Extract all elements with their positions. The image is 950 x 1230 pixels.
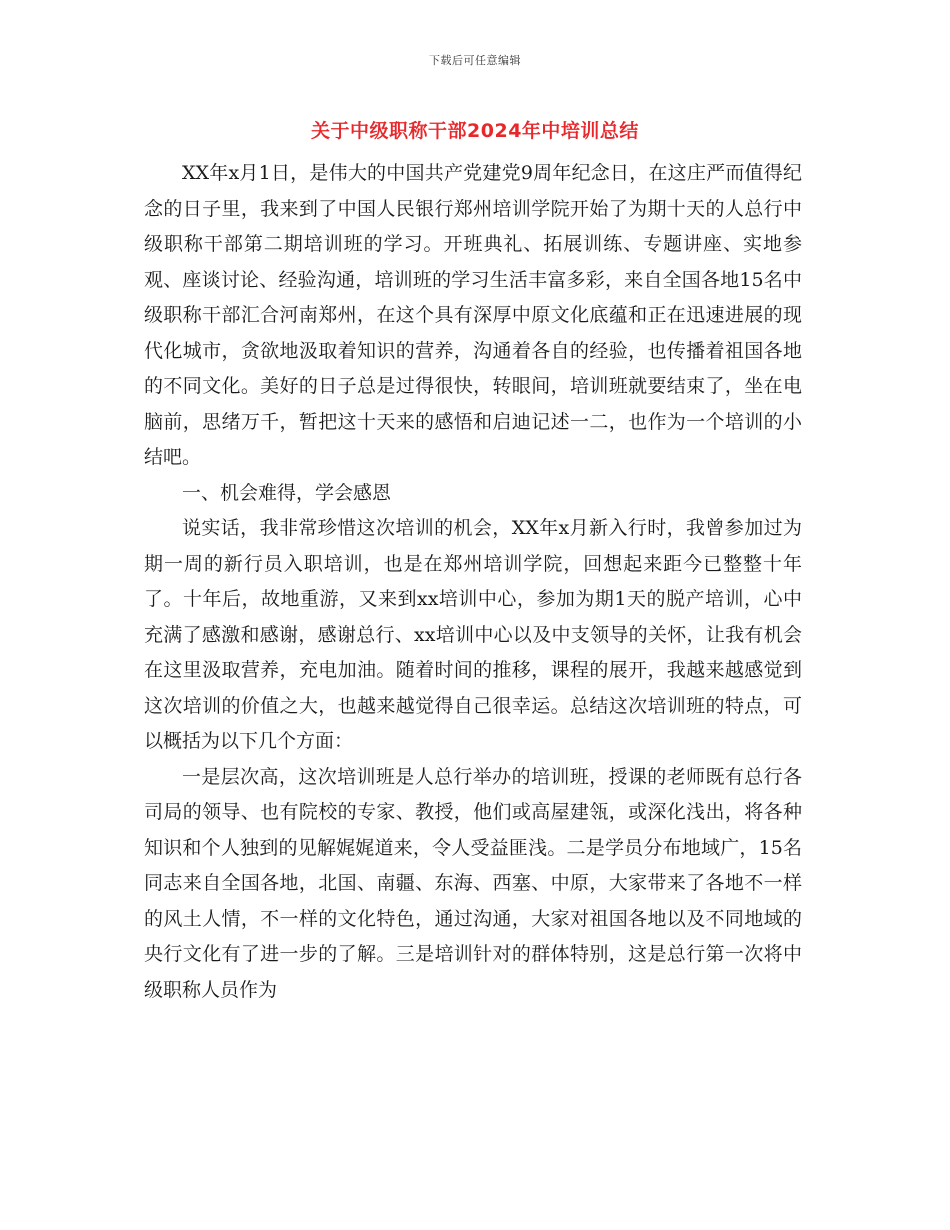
- paragraph-opportunity: 说实话，我非常珍惜这次培训的机会，XX年x月新入行时，我曾参加过为期一周的新行员入职培训，也是在郑州培训学院，回想起来距今已整整十年了。十年后，故地重游，又来到xx培训中心，参加为期1天的脱产培训，心中充满了感激和感谢，感谢总行、xx培训中心以及中支领导的关怀，让我有机会在这里汲取营养，充电加油。随着时间的推移，课程的展开，我越来越感觉到这次培训的价值之大，也越来越觉得自己很幸运。总结这次培训班的特点，可以概括为以下几个方面：: [144, 517, 802, 752]
- document-title: 关于中级职称干部2024年中培训总结: [311, 120, 639, 142]
- paragraph-features: 一是层次高，这次培训班是人总行举办的培训班，授课的老师既有总行各司局的领导、也有院校的专家、教授，他们或高屋建瓴，或深化浅出，将各种知识和个人独到的见解娓娓道来，令人受益匪浅。二是学员分布地域广，15名同志来自全国各地，北国、南疆、东海、西塞、中原，大家带来了各地不一样的风土人情，不一样的文化特色，通过沟通，大家对祖国各地以及不同地域的央行文化有了进一步的了解。三是培训针对的群体特别，这是总行第一次将中级职称人员作为: [144, 765, 802, 1001]
- document-body: [144, 156, 802, 1008]
- paragraph-intro: XX年x月1日，是伟大的中国共产党建党9周年纪念日，在这庄严而值得纪念的日子里，我来到了中国人民银行郑州培训学院开始了为期十天的人总行中级职称干部第二期培训班的学习。开班典礼、拓展训练、专题讲座、实地参观、座谈讨论、经验沟通，培训班的学习生活丰富多彩，来自全国各地15名中级职称干部汇合河南郑州，在这个具有深厚中原文化底蕴和正在迅速进展的现代化城市，贪欲地汲取着知识的营养，沟通着各自的经验，也传播着祖国各地的不同文化。美好的日子总是过得很快，转眼间，培训班就要结束了，坐在电脑前，思绪万千，暂把这十天来的感悟和启迪记述一二，也作为一个培训的小结吧。: [144, 162, 802, 468]
- section-heading: 一、机会难得，学会感恩: [182, 481, 392, 504]
- header-note: 下载后可任意编辑: [429, 54, 521, 67]
